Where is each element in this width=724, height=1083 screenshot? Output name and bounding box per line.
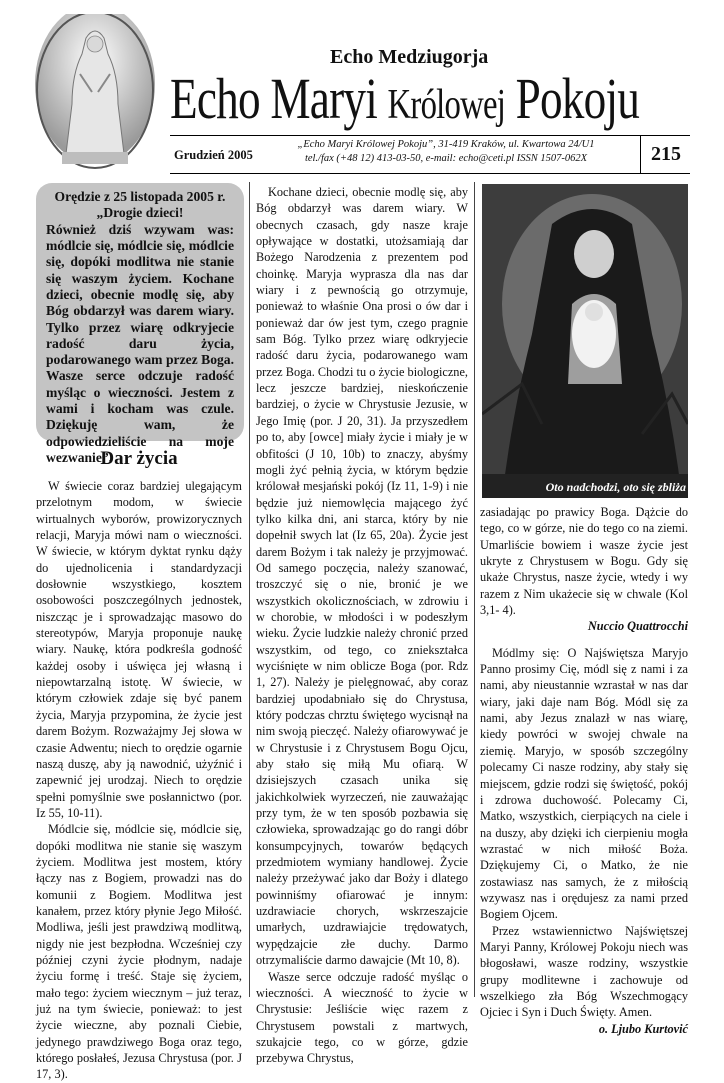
article-author: Nuccio Quattrocchi <box>587 619 688 634</box>
issue-date: Grudzień 2005 <box>174 148 253 162</box>
message-body: Również dziś wzywam was: módlcie się, módlcie się, módlcie się, dopóki modlitwa nie stanie się waszym życiem. Kochane dzieci, obecnie modlę się, aby Bóg obdarzył was darem wiary. Tylko przez wiarę odkryjecie radość daru życia, podarowanego wam przez Boga. Wasze serce odczuje radość myśląc o wieczności. Jestem z wami i kocham was czule. Dziękuję wam, że odpowiedzieliście na moje wezwanie”. <box>46 221 234 465</box>
painting-caption: Oto nadchodzi, oto się zbliża <box>545 480 686 494</box>
masthead-subtitle: Echo Medziugorja <box>330 46 489 68</box>
column-divider <box>474 182 475 997</box>
article-title: Dar życia <box>100 448 178 469</box>
issue-number: 215 <box>640 135 691 173</box>
mary-statue-photo <box>34 14 156 170</box>
prayer-paragraph: Módlmy się: O Najświętsza Maryjo Panno prosimy Cię, módl się z nami i za nami, aby nieustannie wzrastał w nas dar wiary, jaki daje nam Bóg. Módl się za nami, aby Jezus znalazł w nas wiarę, kiedy powróci w swojej chwale na ziemię. Maryjo, w sposób szczególny polecamy Ci nasze rodziny, aby stały się miejscem, gdzie rodzi się świętość, pokój i zdrowa duchowość. Polecamy Ci, Matko, wszystkich, cierpiących na ciele i na duszy, aby dzięki ich cierpieniu mogła wzrastać w nich miłość Boża. Dziękujemy Ci, o Matko, że nie zostawiasz nas samych, że z miłością wzywasz nas i orędujesz za nami przed Bogiem Ojcem. <box>480 645 688 922</box>
article-paragraph: Kochane dzieci, obecnie modlę się, aby Bóg obdarzył was darem wiary. W obecnych czasach, gdy nasze kraje opływające w dostatki, utożsamiają dar Bożego Narodzenia z prezentem pod choinkę. Maryja wyprasza dla nas dar wiary i z pewnością go otrzymuje, ponieważ to właśnie Ona prosi o ów dar i ponieważ dar ów jest tym, czego pragnie sam Bóg. Tylko przez wiarę odkryjecie radość daru życia, podarowanego wam przez Boga. Chodzi tu o życie biologiczne, lecz jeszcze bardziej, nieskończenie bardziej, o życie w Chrystusie Jezusie, w Jego Imię (por. J 20, 31). Ja przyszedłem po to, aby [owce] miały życie i miały je w obfitości (J 10, 10b) to znaczy, abyśmy mogli żyć pełnią życia, w którym będzie królował mesjański pokój (Iz 11, 1-9) i nie będzie już niemowlęcia mającego żyć tylko kilka dni, ani starca, który by nie dopełnił swych lat (Iz 65, 20a). Życie jest darem Bożym i tak należy je przyjmować. Od samego poczęcia, należy szanować, troszczyć się o nie, bronić je we wszystkich okolicznościach, w zdrowiu i w chorobie, w młodości i w podeszłym wieku. Życie ludzkie należy chronić przed wszystkim, od tego, co zniekształca wyciśnięte w nim oblicze Boga (por. Rdz 1, 27). Należy je pielęgnować, aby coraz bardziej upodabniało się do Chrystusa, który podczas chrztu świętego wycisnął na nim swoją pieczęć. Należy ofiarowywać je w Chrystusie i z Chrystusem Bogu Ojcu, aby stało się miłą Mu ofiarą. W dzisiejszych czasach unika się jakichkolwiek wyrzeczeń, nie zauważając przy tym, że w ten sposób pozbawia się człowieka, sprowadzając go do rangi dóbr konsumpcyjnych, towarów będących przedmiotem wymiany handlowej. Życie należy przeżywać jako dar Boży i dlatego powinniśmy ofiarować je innym: uzdrawiacie chorych, wskrzeszajcie umarłych, uzdrawiajcie trędowatych, wypędzajcie złe duchy. Darmo otrzymaliście darmo dawajcie (Mt 10, 8). <box>256 185 468 968</box>
column-divider <box>249 182 250 997</box>
publisher-address: „Echo Maryi Królowej Pokoju”, 31-419 Kraków, ul. Kwartowa 24/U1 tel./fax (+48 12) 413-03-50, e-mail: echo@ceti.pl ISSN 1507-062X <box>297 139 595 164</box>
message-heading: Orędzie z 25 listopada 2005 r. <box>54 189 226 204</box>
masthead-title: Echo Maryi Królowej Pokoju <box>170 66 640 131</box>
article-paragraph: Módlcie się, módlcie się, módlcie się, dopóki modlitwa nie stanie się waszym życiem. Modlitwa jest mostem, który łączy nas z Bogiem, prowadzi nas do komunii z Bogiem. Modlitwa jest kanałem, przez który płynie Jego Miłość. Modliwa, jeśli jest prawdziwą modlitwą, nigdy nie jest bezpłodna. Wcześniej czy później czyni życie płodnym, nadaje życiu formę i treść. Staje się życiem, mało tego: życiem wiecznym – już teraz, już na tym świecie, ponieważ: to jest życie wieczne, aby poznali Ciebie, jedynego prawdziwego Boga oraz tego, którego posłałeś, Jezusa Chrystusa (por. J 17, 3). <box>36 822 242 1082</box>
madonna-painting <box>482 184 688 498</box>
message-greeting: „Drogie dzieci! <box>96 205 184 221</box>
article-paragraph: W świecie coraz bardziej ulegającym przelotnym modom, w świecie wirtualnych wyborów, prowizorycznych relacji, Maryja mówi nam o wieczności. W świecie, w którym dyktat rynku dąży do ujednolicenia i standardyzacji dosłownie wszystkiego, kosztem osobowości poszczególnych jednostek, niszcząc je i sprowadzając masowo do stereotypów, Maryja proponuje naukę wiary. Naukę, która podkreśla godność każdej osoby i uświęca jej własną i niepowtarzalną istotę. W świecie, w którym człowiek zdaje się być panem życia, Maryja przypomina, że życie jest darem Bożym. Rozważajmy Jej słowa w czasie Adwentu; niech to orędzie ogarnie naszą duszę, aby ją nawodnić, użyźnić i zapewnić jej urodzaj. Niech to orędzie spełni pomyślnie swe posłannictwo (por. Iz 55, 10-11). <box>36 479 242 820</box>
article-paragraph: Wasze serce odczuje radość myśląc o wieczności. A wieczność to życie w Chrystusie: Jeśliście więc razem z Chrystusem powstali z martwych, szukajcie tego, co w górze, gdzie przebywa Chrystus, <box>256 969 468 1066</box>
article-paragraph: zasiadając po prawicy Boga. Dążcie do tego, co w górze, nie do tego co na ziemi. Umarliście bowiem i wasze życie jest ukryte z Chrystusem w Bogu. Gdy się ukaże Chrystus, nasze życie, wtedy i wy razem z Nim ukażecie się w chwale (Kol 3,1- 4). <box>480 505 688 618</box>
prayer-paragraph: Przez wstawiennictwo Najświętszej Maryi Panny, Królowej Pokoju niech was błogosławi, wasze rodziny, wszystkie grupy modlitewne i zachowuje od wszelkiego zła Bóg Wszechmogący Ojciec i Syn i Duch Święty. Amen. <box>480 923 688 1020</box>
masthead-rule-bottom <box>170 173 690 174</box>
column-2 <box>256 184 468 1067</box>
prayer-author: o. Ljubo Kurtović <box>598 1021 688 1036</box>
column-3 <box>480 504 688 1037</box>
masthead-rule-top <box>170 135 690 136</box>
column-1 <box>36 478 242 1083</box>
